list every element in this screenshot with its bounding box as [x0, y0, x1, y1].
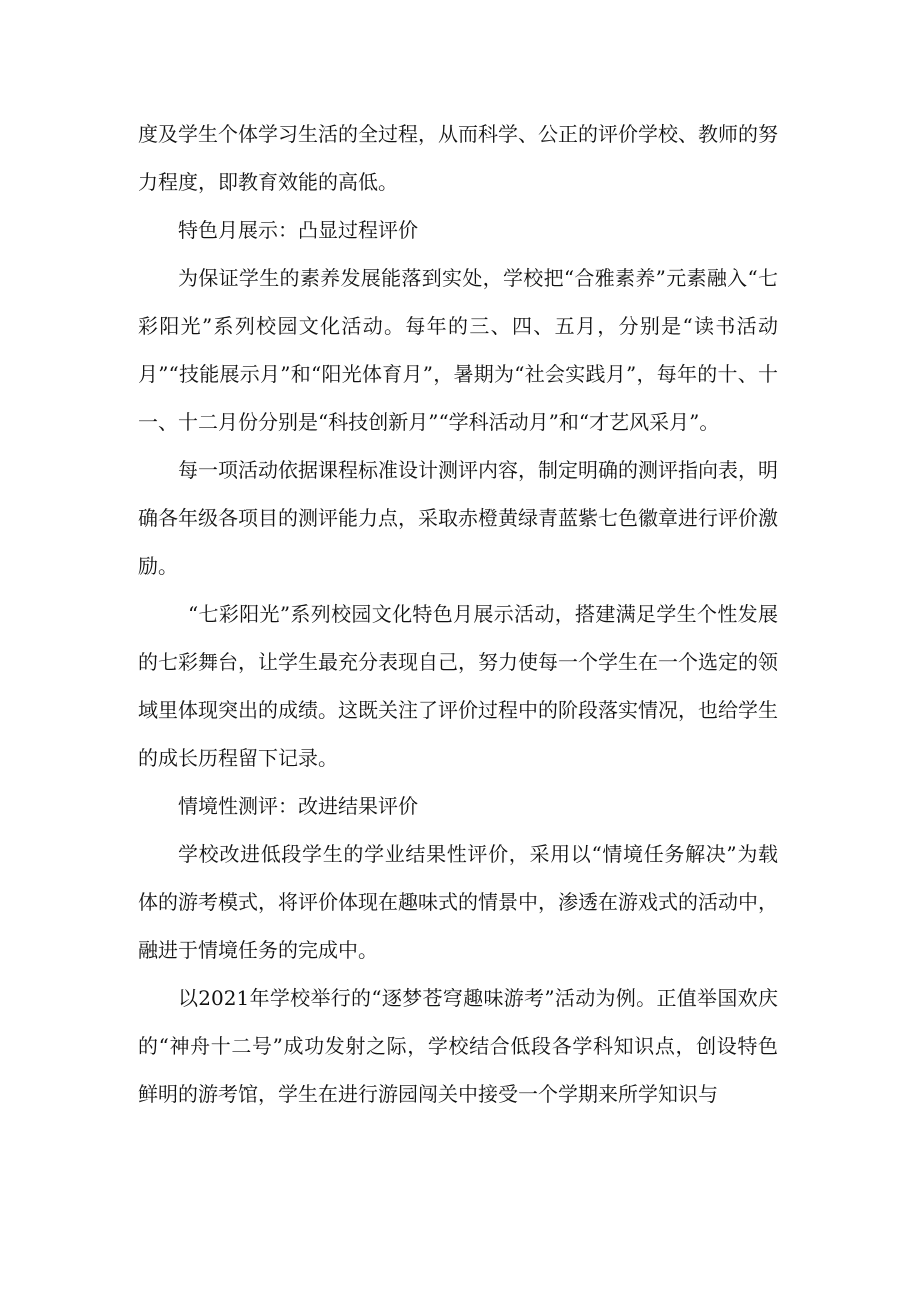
document-body [138, 110, 778, 1118]
paragraph-situational-tasks: 学校改进低段学生的学业结果性评价，采用以“情境任务解决”为载体的游考模式，将评价体现在趣味式的情景中，渗透在游戏式的活动中，融进于情境任务的完成中。 [138, 842, 778, 962]
section-heading-situational-assessment: 情境性测评：改进结果评价 [178, 794, 418, 818]
paragraph-feature-month-activities: “七彩阳光”系列校园文化特色月展示活动，搭建满足学生个性发展的七彩舞台，让学生最充分表现自己，努力使每一个学生在一个选定的领域里体现突出的成绩。这既关注了评价过程中的阶段落实情况，也给学生的成长历程留下记录。 [138, 602, 778, 770]
section-heading-feature-month: 特色月展示：凸显过程评价 [178, 218, 418, 242]
paragraph-2021-example: 以2021年学校举行的“逐梦苍穹趣味游考”活动为例。正值举国欢庆的“神舟十二号”成功发射之际，学校结合低段各学科知识点，创设特色鲜明的游考馆，学生在进行游园闯关中接受一个学期来所学知识与 [138, 986, 778, 1106]
paragraph-continuation: 度及学生个体学习生活的全过程，从而科学、公正的评价学校、教师的努力程度，即教育效能的高低。 [138, 122, 778, 194]
paragraph-colorful-sunshine: 为保证学生的素养发展能落到实处，学校把“合雅素养”元素融入“七彩阳光”系列校园文化活动。每年的三、四、五月，分别是“读书活动月”“技能展示月”和“阳光体育月”，暑期为“社会实践月”，每年的十、十一、十二月份分别是“科技创新月”“学科活动月”和“才艺风采月”。 [138, 266, 778, 434]
paragraph-evaluation-badges: 每一项活动依据课程标准设计测评内容，制定明确的测评指向表，明确各年级各项目的测评能力点，采取赤橙黄绿青蓝紫七色徽章进行评价激励。 [138, 458, 778, 578]
